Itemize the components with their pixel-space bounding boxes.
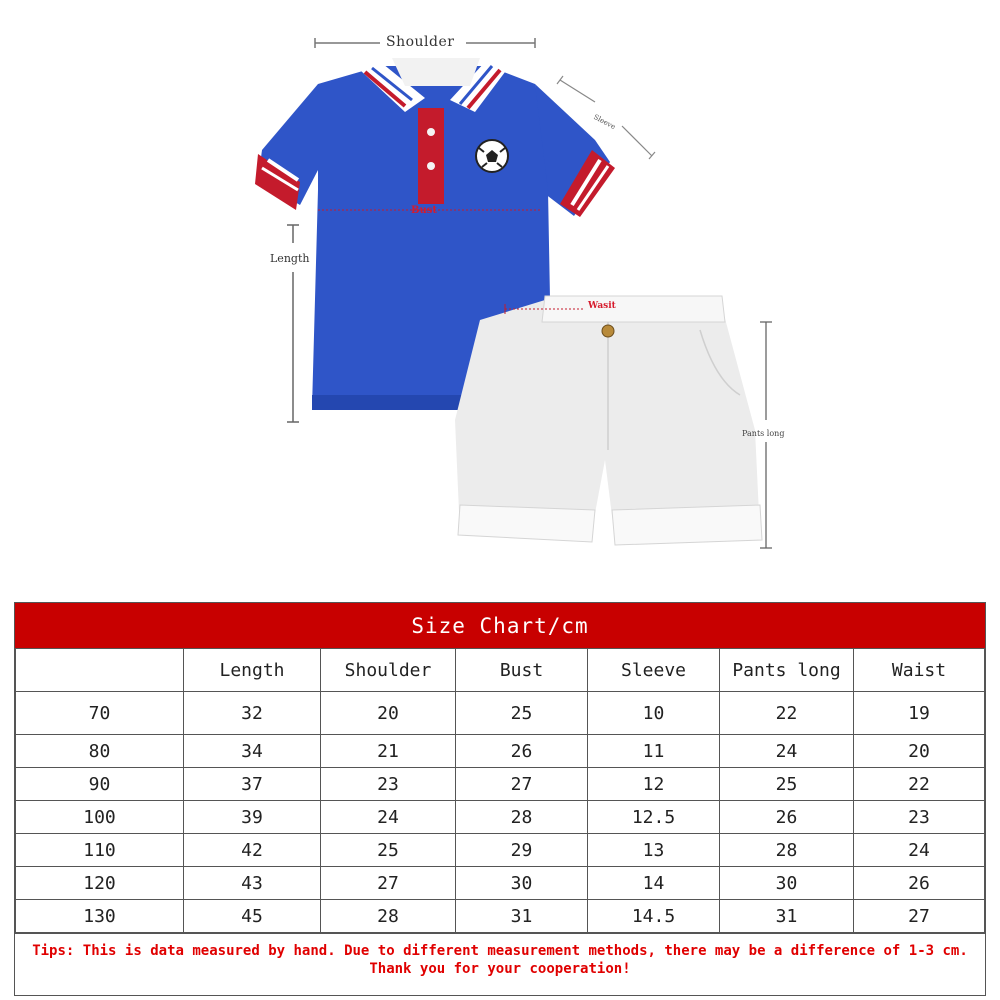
table-cell: 23 (854, 801, 985, 834)
table-cell: 26 (720, 801, 854, 834)
table-row (16, 768, 985, 801)
sleeve-label: Sleeve (592, 113, 617, 132)
table-cell: 27 (456, 768, 588, 801)
table-row (16, 834, 985, 867)
table-cell: 31 (456, 900, 588, 933)
table-cell: 90 (16, 768, 184, 801)
size-table (15, 648, 985, 933)
table-cell: 28 (456, 801, 588, 834)
table-row (16, 692, 985, 735)
table-cell: 25 (321, 834, 456, 867)
column-header: Waist (854, 649, 985, 692)
table-cell: 24 (720, 735, 854, 768)
table-cell: 21 (321, 735, 456, 768)
bust-label: Bust (411, 205, 437, 216)
table-row (16, 900, 985, 933)
table-cell: 110 (16, 834, 184, 867)
table-cell: 32 (184, 692, 321, 735)
table-cell: 12 (588, 768, 720, 801)
shoulder-label: Shoulder (386, 34, 455, 50)
size-chart (14, 602, 986, 996)
table-cell: 80 (16, 735, 184, 768)
pants-long-label: Pants long (742, 429, 785, 438)
table-cell: 30 (456, 867, 588, 900)
table-cell: 24 (321, 801, 456, 834)
table-cell: 25 (720, 768, 854, 801)
table-cell: 27 (854, 900, 985, 933)
table-cell: 37 (184, 768, 321, 801)
table-header-row (16, 649, 985, 692)
table-cell: 39 (184, 801, 321, 834)
table-cell: 29 (456, 834, 588, 867)
measurement-tips: Tips: This is data measured by hand. Due to different measurement methods, there may be a difference of 1-3 cm. Thank you for your cooperation! (15, 933, 985, 1000)
table-cell: 30 (720, 867, 854, 900)
table-cell: 22 (854, 768, 985, 801)
table-cell: 120 (16, 867, 184, 900)
table-cell: 45 (184, 900, 321, 933)
table-cell: 26 (456, 735, 588, 768)
table-cell: 27 (321, 867, 456, 900)
column-header: Sleeve (588, 649, 720, 692)
length-label: Length (270, 252, 310, 265)
table-cell: 20 (321, 692, 456, 735)
shorts (455, 296, 762, 545)
table-cell: 100 (16, 801, 184, 834)
table-cell: 14 (588, 867, 720, 900)
table-cell: 26 (854, 867, 985, 900)
table-cell: 19 (854, 692, 985, 735)
table-cell: 70 (16, 692, 184, 735)
table-cell: 12.5 (588, 801, 720, 834)
size-chart-title: Size Chart/cm (15, 603, 985, 648)
column-header: Bust (456, 649, 588, 692)
table-cell: 42 (184, 834, 321, 867)
table-cell: 20 (854, 735, 985, 768)
table-cell: 22 (720, 692, 854, 735)
table-cell: 130 (16, 900, 184, 933)
table-row (16, 801, 985, 834)
table-cell: 28 (321, 900, 456, 933)
table-cell: 14.5 (588, 900, 720, 933)
table-cell: 43 (184, 867, 321, 900)
waist-label: Wasit (588, 301, 616, 311)
table-cell: 25 (456, 692, 588, 735)
table-row (16, 867, 985, 900)
table-cell: 10 (588, 692, 720, 735)
column-header: Pants long (720, 649, 854, 692)
table-cell: 28 (720, 834, 854, 867)
table-cell: 31 (720, 900, 854, 933)
column-header: Length (184, 649, 321, 692)
table-cell: 34 (184, 735, 321, 768)
table-row (16, 735, 985, 768)
column-header (16, 649, 184, 692)
table-cell: 24 (854, 834, 985, 867)
table-cell: 23 (321, 768, 456, 801)
column-header: Shoulder (321, 649, 456, 692)
table-cell: 11 (588, 735, 720, 768)
table-cell: 13 (588, 834, 720, 867)
